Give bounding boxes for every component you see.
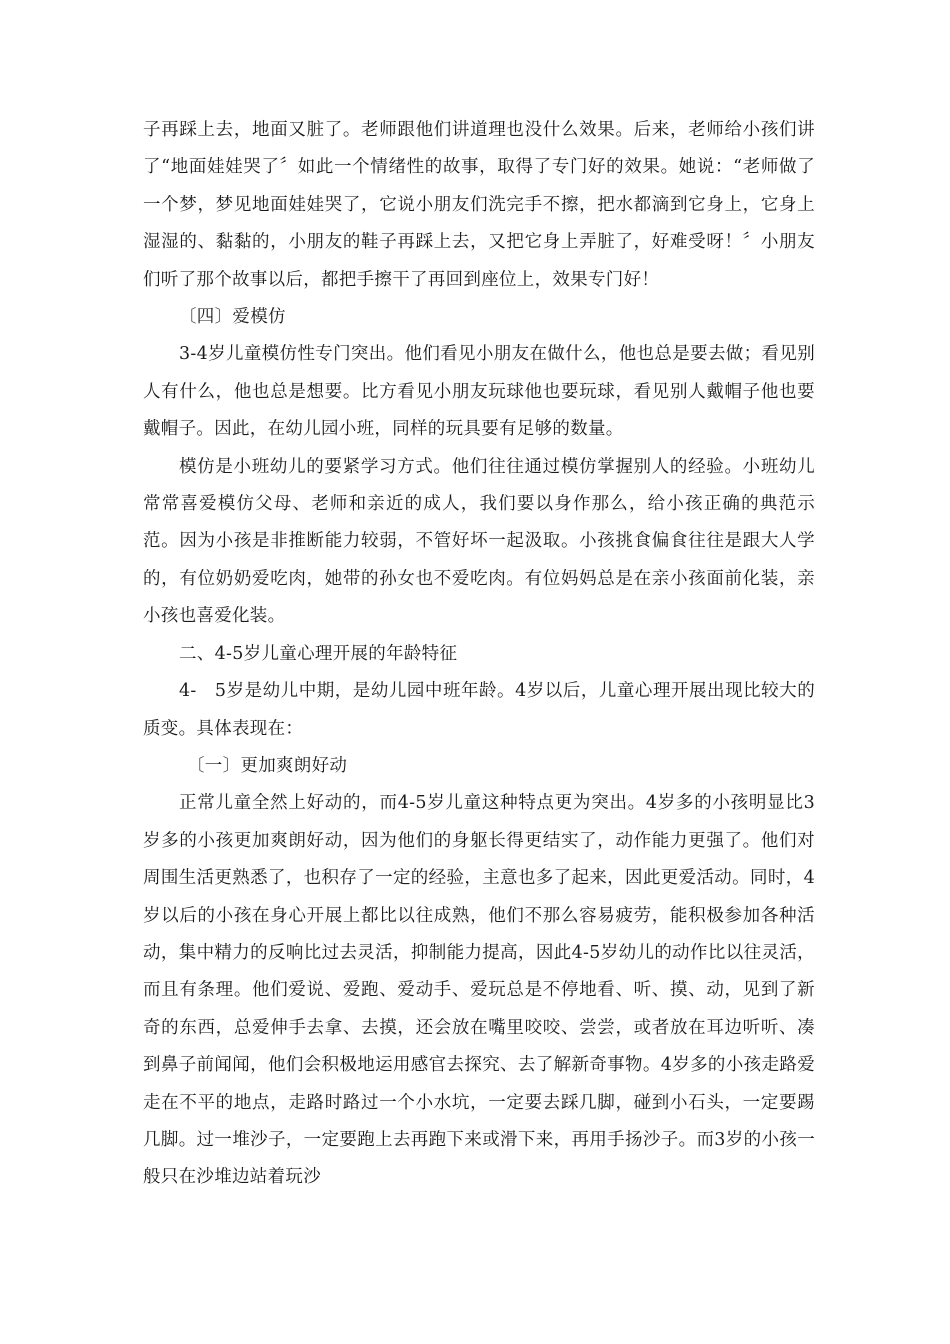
chapter-heading-4-5: 二、4-5岁儿童心理开展的年龄特征 <box>179 643 458 664</box>
paragraph-story: 子再踩上去，地面又脏了。老师跟他们讲道理也没什么效果。后来，老师给小孩们讲了“地面娃娃哭了〞如此一个情绪性的故事，取得了专门好的效果。她说：“老师做了一个梦，梦见地面娃娃哭了，它说小朋友们洗完手不擦，把水都滴到它身上，它身上湿湿的、黏黏的，小朋友的鞋子再踩上去，又把它身上弄脏了，好难受呀！〞小朋友们听了那个故事以后，都把手擦干了再回到座位上，效果专门好！ <box>143 120 815 290</box>
paragraph-imitation-2: 模仿是小班幼儿的要紧学习方式。他们往往通过模仿掌握别人的经验。小班幼儿常常喜爱模仿父母、老师和亲近的成人，我们要以身作那么，给小孩正确的典范示范。因为小孩是非推断能力较弱，不管好坏一起汲取。小孩挑食偏食往往是跟大人学的，有位奶奶爱吃肉，她带的孙女也不爱吃肉。有位妈妈总是在亲小孩面前化装，亲小孩也喜爱化装。 <box>143 456 815 627</box>
paragraph-imitation-1: 3-4岁儿童模仿性专门突出。他们看见小朋友在做什么，他也总是要去做；看见别人有什么，他也总是想要。比方看见小朋友玩球他也要玩球，看见别人戴帽子他也要戴帽子。因此，在幼儿园小班，同样的玩具要有足够的数量。 <box>143 344 815 440</box>
section-heading-active: 〔一〕更加爽朗好动 <box>187 755 348 776</box>
paragraph-4-5-intro: 4- 5岁是幼儿中期，是幼儿园中班年龄。4岁以后，儿童心理开展出现比较大的质变。具体表现在： <box>143 681 815 739</box>
document-page <box>143 112 815 1197</box>
paragraph-active: 正常儿童全然上好动的，而4-5岁儿童这种特点更为突出。4岁多的小孩明显比3岁多的小孩更加爽朗好动，因为他们的身躯长得更结实了，动作能力更强了。他们对周围生活更熟悉了，也积存了一定的经验，主意也多了起来，因此更爱活动。同时，4岁以后的小孩在身心开展上都比以往成熟，他们不那么容易疲劳，能积极参加各种活动，集中精力的反响比过去灵活，抑制能力提高，因此4-5岁幼儿的动作比以往灵活，而且有条理。他们爱说、爱跑、爱动手、爱玩总是不停地看、听、摸、动，见到了新奇的东西，总爱伸手去拿、去摸，还会放在嘴里咬咬、尝尝，或者放在耳边听听、凑到鼻子前闻闻，他们会积极地运用感官去探究、去了解新奇事物。4岁多的小孩走路爱走在不平的地点，走路时路过一个小水坑，一定要去踩几脚，碰到小石头，一定要踢几脚。过一堆沙子，一定要跑上去再跑下来或滑下来，再用手扬沙子。而3岁的小孩一般只在沙堆边站着玩沙 <box>143 793 815 1188</box>
section-heading-imitation: 〔四〕爱模仿 <box>179 307 286 328</box>
